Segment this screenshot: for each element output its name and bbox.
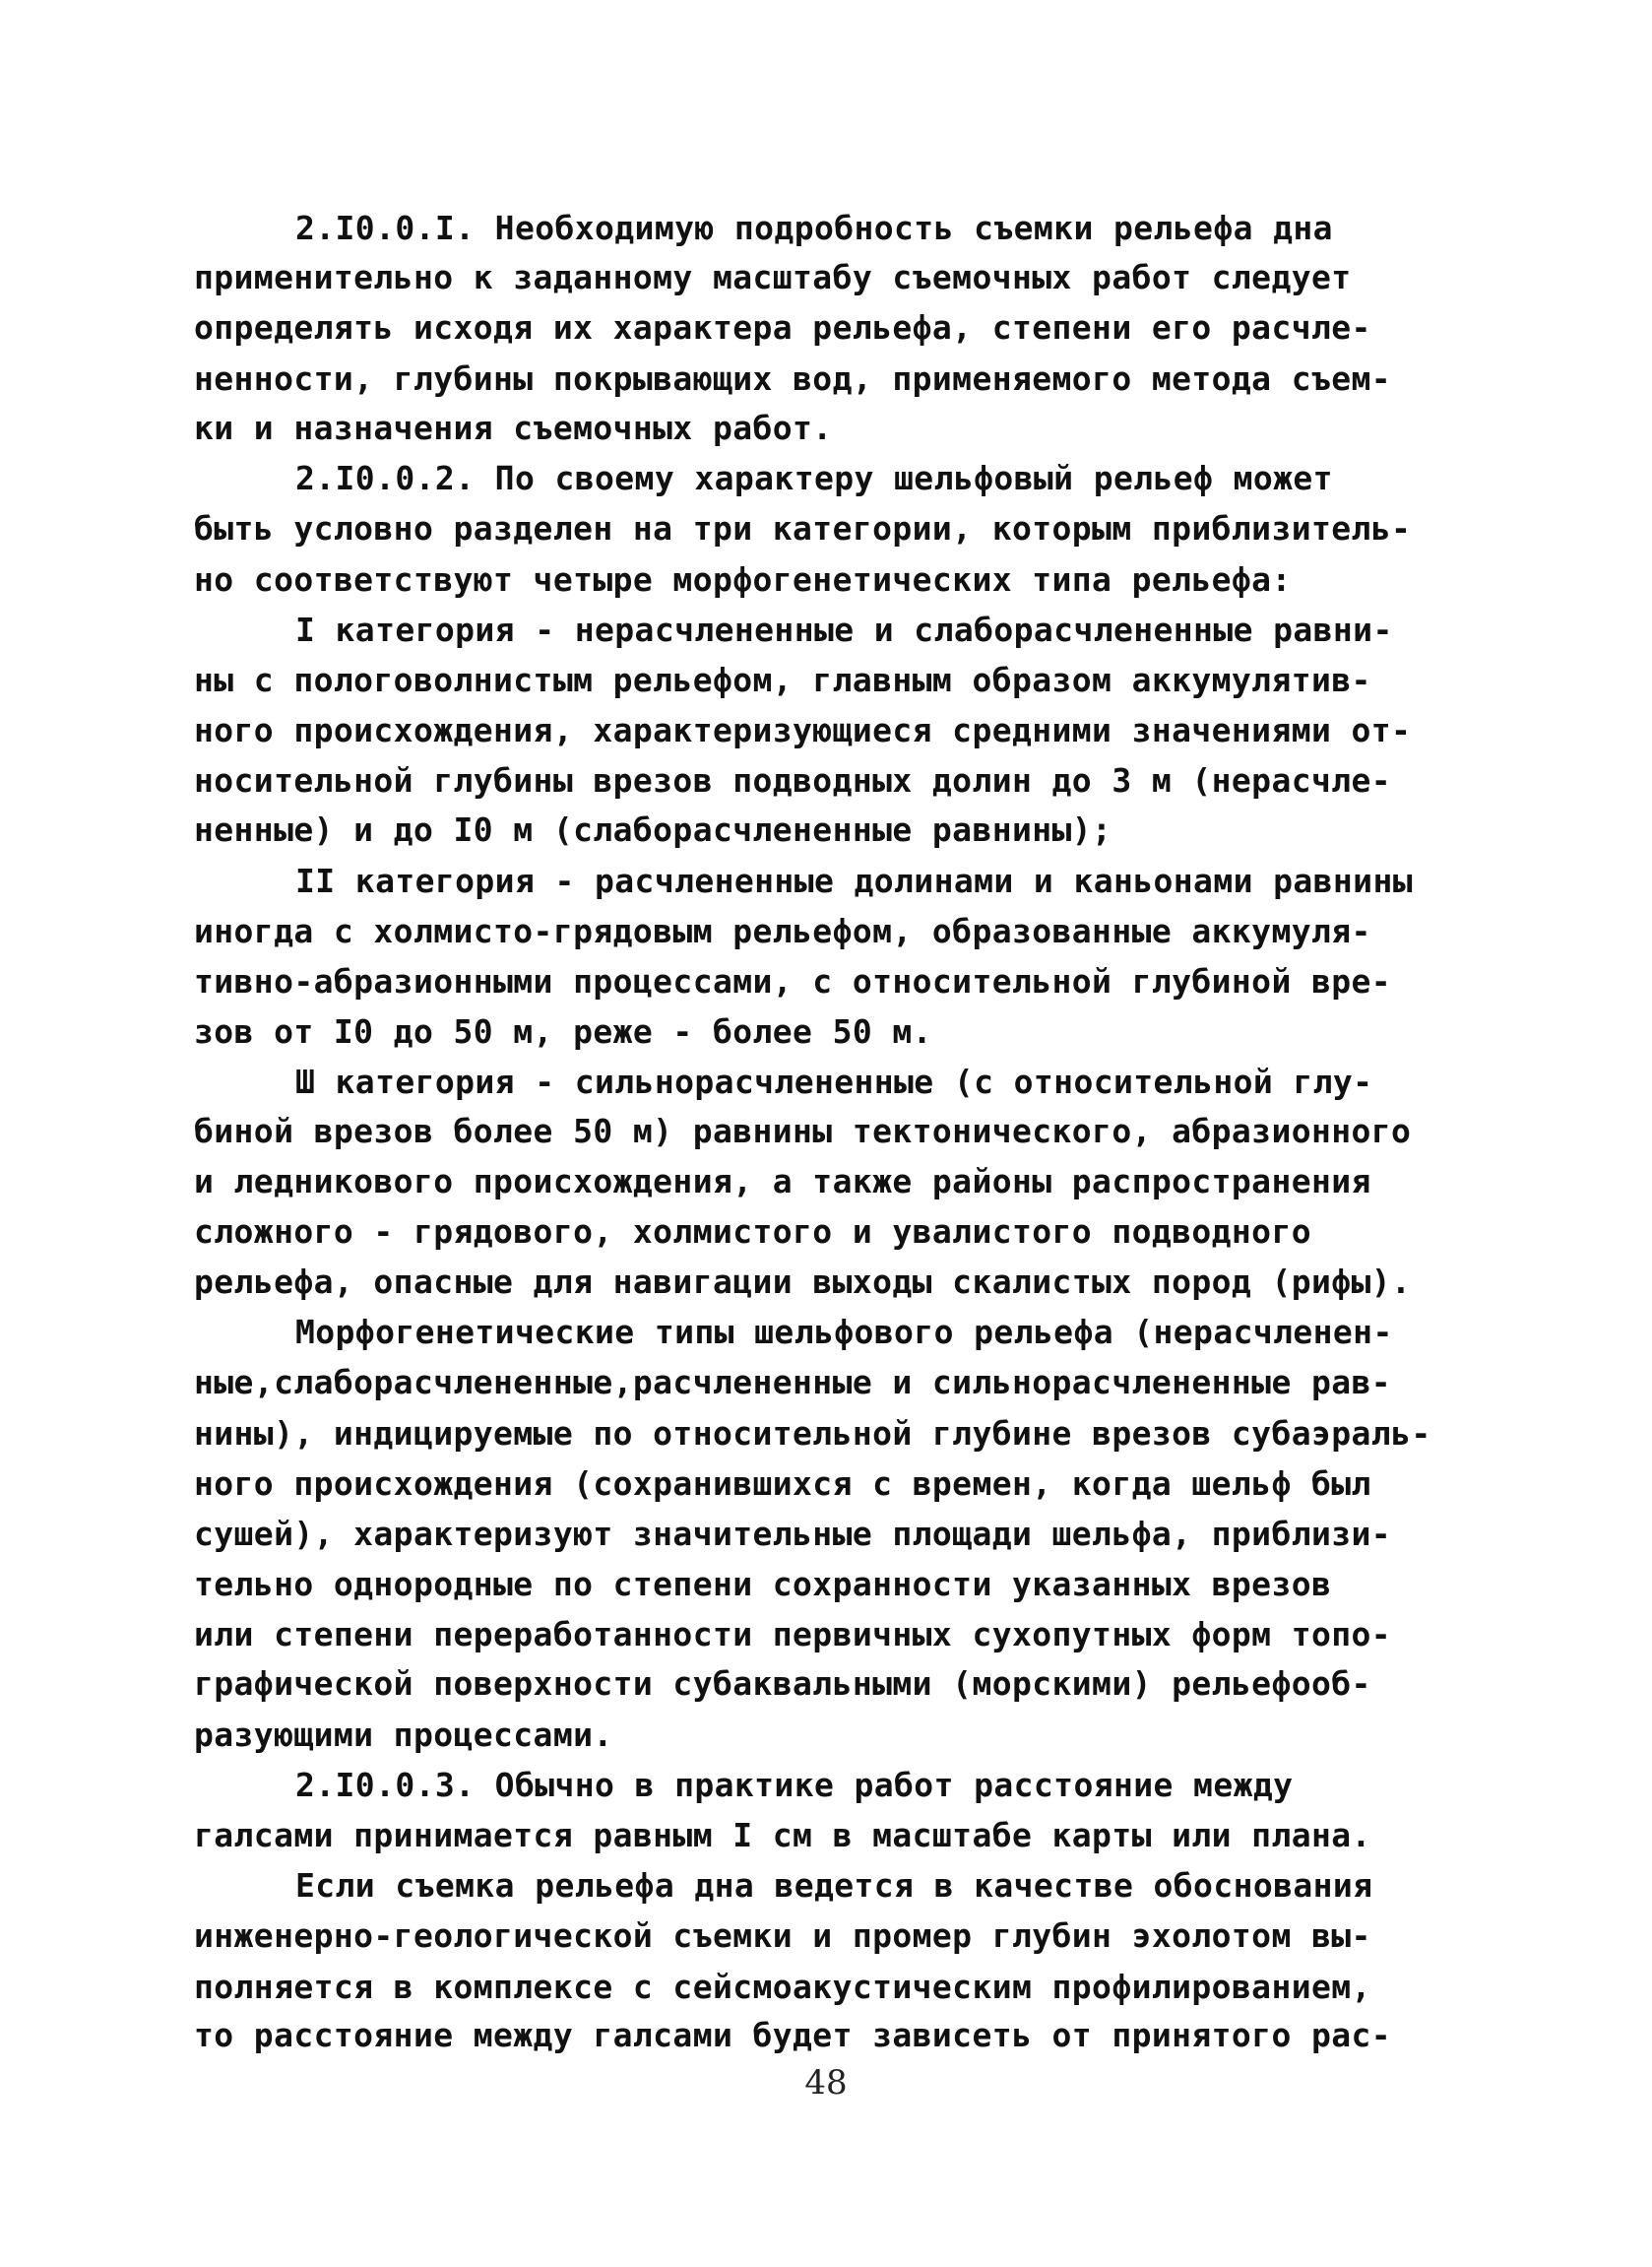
text-line: ненные) и до I0 м (слаборасчлененные равнины);	[194, 810, 1112, 849]
text-line: Морфогенетические типы шельфового рельефа (нерасчленен-	[295, 1313, 1393, 1351]
text-line: полняется в комплексе с сейсмоакустическим профилированием,	[194, 1968, 1371, 2006]
text-line: биной врезов более 50 м) равнины тектонического, абразионного	[194, 1112, 1412, 1150]
text-line: иногда с холмисто-грядовым рельефом, образованные аккумуля-	[194, 912, 1371, 950]
text-line: ного происхождения (сохранившихся с времен, когда шельф был	[194, 1464, 1371, 1503]
text-line: Если съемка рельефа дна ведется в качестве обоснования	[295, 1866, 1373, 1905]
text-line: ные,слаборасчлененные,расчлененные и сильнорасчлененные рав-	[194, 1363, 1392, 1401]
text-line: 2.I0.0.2. По своему характеру шельфовый рельеф может	[295, 459, 1333, 497]
text-line: и ледникового происхождения, а также районы распространения	[194, 1162, 1371, 1200]
text-line: быть условно разделен на три категории, которым приблизитель-	[194, 509, 1412, 548]
text-line: но соответствуют четыре морфогенетических типа рельефа:	[194, 560, 1292, 599]
text-line: 2.I0.0.3. Обычно в практике работ расстояние между	[295, 1766, 1294, 1804]
text-line: рельефа, опасные для навигации выходы скалистых пород (рифы).	[194, 1263, 1412, 1301]
text-line: нины), индицируемые по относительной глубине врезов субаэраль-	[194, 1414, 1431, 1453]
text-line: ного происхождения, характеризующиеся средними значениями от-	[194, 711, 1412, 749]
text-line: I категория - нерасчлененные и слаборасчлененные равни-	[295, 611, 1393, 649]
text-line: или степени переработанности первичных сухопутных форм топо-	[194, 1615, 1392, 1653]
text-line: сложного - грядового, холмистого и увалистого подводного	[194, 1212, 1311, 1251]
text-line: 2.I0.0.I. Необходимую подробность съемки рельефа дна	[295, 209, 1333, 247]
page-number: 48	[804, 2063, 848, 2103]
text-line: зов от I0 до 50 м, реже - более 50 м.	[194, 1012, 932, 1051]
text-line: II категория - расчлененные долинами и каньонами равнины	[295, 862, 1413, 900]
text-line: инженерно-геологической съемки и промер глубин эхолотом вы-	[194, 1916, 1371, 1955]
text-line: разующими процессами.	[194, 1716, 613, 1754]
text-line: ненности, глубины покрывающих вод, применяемого метода съем-	[194, 359, 1392, 398]
text-line: тивно-абразионными процессами, с относительной глубиной вре-	[194, 962, 1392, 1001]
text-line: то расстояние между галсами будет зависеть от принятого рас-	[194, 2016, 1392, 2054]
text-line: тельно однородные по степени сохранности указанных врезов	[194, 1565, 1332, 1603]
text-line: ки и назначения съемочных работ.	[194, 409, 833, 447]
text-line: графической поверхности субаквальными (морскими) рельефооб-	[194, 1664, 1371, 1703]
text-line: определять исходя их характера рельефа, степени его расчле-	[194, 308, 1371, 347]
text-line: сушей), характеризуют значительные площади шельфа, приблизи-	[194, 1515, 1392, 1553]
text-line: ны с пологоволнистым рельефом, главным образом аккумулятив-	[194, 661, 1371, 699]
text-line: применительно к заданному масштабу съемочных работ следует	[194, 258, 1352, 296]
text-line: носительной глубины врезов подводных долин до 3 м (нерасчле-	[194, 761, 1392, 800]
text-line: Ш категория - сильнорасчлененные (с относительной глу-	[295, 1063, 1373, 1101]
text-line: галсами принимается равным I см в масштабе карты или плана.	[194, 1816, 1371, 1854]
